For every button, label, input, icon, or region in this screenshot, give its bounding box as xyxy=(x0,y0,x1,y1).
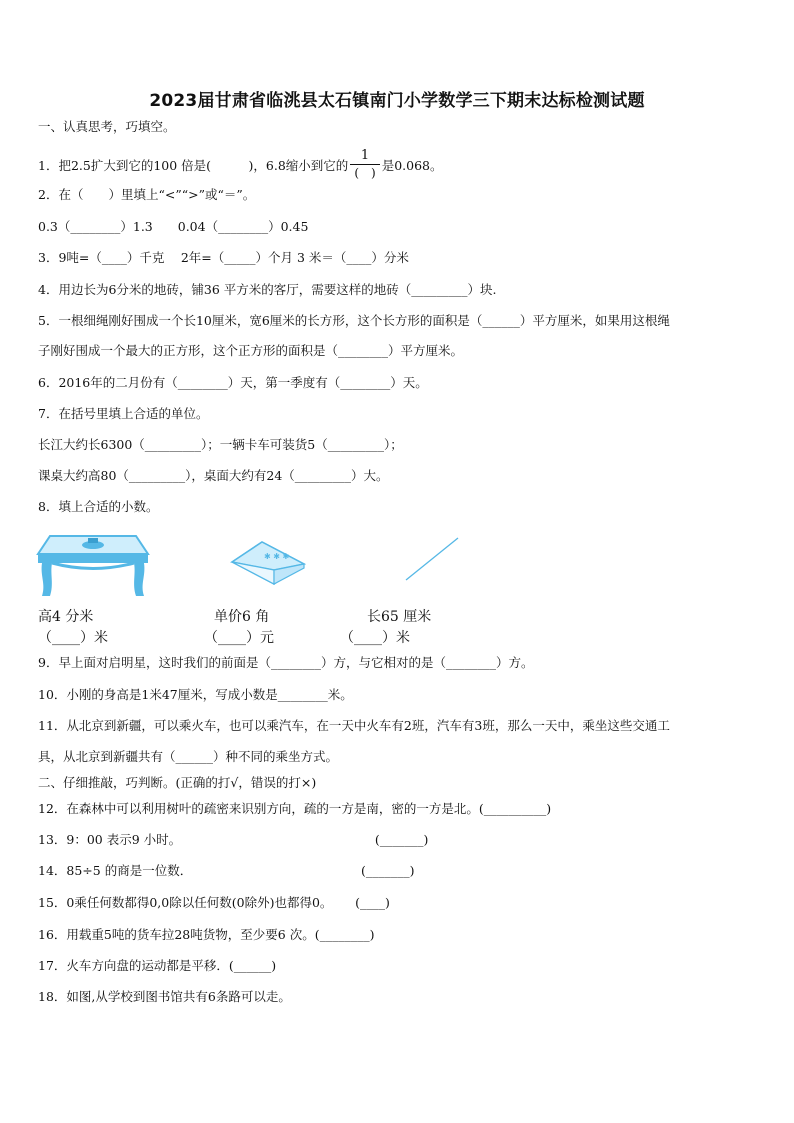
question-11-continued: 具，从北京到新疆共有（______）种不同的乘坐方式。 xyxy=(38,749,339,764)
svg-text:✱ ✱ ✱: ✱ ✱ ✱ xyxy=(264,552,290,561)
picture-3-caption: 长65 厘米 xyxy=(367,609,432,625)
fraction-denominator: ( ) xyxy=(354,166,376,180)
question-7-line-2: 课桌大约高80（_________），桌面大约有24（_________）大。 xyxy=(38,468,389,483)
question-4: 4．用边长为6分米的地砖，铺36 平方米的客厅，需要这样的地砖（_________）块. xyxy=(38,282,497,297)
page-title: 2023届甘肃省临洮县太石镇南门小学数学三下期末达标检测试题 xyxy=(149,91,645,111)
picture-3-answer: （____）米 xyxy=(340,630,410,646)
question-2-items: 0.3（________）1.3 0.04（________）0.45 xyxy=(38,219,309,234)
question-7: 7．在括号里填上合适的单位。 xyxy=(38,406,209,421)
line-segment-icon xyxy=(404,536,460,582)
question-9: 9．早上面对启明星，这时我们的前面是（________）方，与它相对的是（________）方。 xyxy=(38,655,534,670)
question-6: 6．2016年的二月份有（________）天，第一季度有（________）天。 xyxy=(38,375,428,390)
fraction-numerator: 1 xyxy=(350,148,379,165)
picture-2-caption: 单价6 角 xyxy=(214,609,270,625)
question-2: 2．在（ ）里填上“<”“>”或“＝”。 xyxy=(38,187,256,202)
question-14: 14．85÷5 的商是一位数． (_______) xyxy=(38,863,415,878)
picture-1-answer: （____）米 xyxy=(38,630,108,646)
question-1-tail: 是0.068。 xyxy=(381,158,443,173)
question-3: 3．9吨=（____）千克 2年=（_____）个月 3 米＝（____）分米 xyxy=(38,250,409,265)
picture-1-caption: 高4 分米 xyxy=(38,609,94,625)
question-18: 18．如图,从学校到图书馆共有6条路可以走。 xyxy=(38,989,291,1004)
question-15: 15．0乘任何数都得0,0除以任何数(0除外)也都得0。 (____) xyxy=(38,895,390,910)
question-11: 11．从北京到新疆，可以乘火车，也可以乘汽车，在一天中火车有2班，汽车有3班，那么一天中，乘坐这些交通工 xyxy=(38,718,670,733)
question-1-text: 1．把2.5扩大到它的100 倍是( )，6.8缩小到它的 xyxy=(38,158,349,173)
question-1 xyxy=(38,150,442,183)
question-8: 8．填上合适的小数。 xyxy=(38,499,159,514)
question-5: 5．一根细绳刚好围成一个长10厘米，宽6厘米的长方形，这个长方形的面积是（______）平方厘米，如果用这根绳 xyxy=(38,313,670,328)
section-heading-fill-blank: 一、认真思考，巧填空。 xyxy=(38,119,176,134)
question-7-line-1: 长江大约长6300（_________）；一辆卡车可装货5（_________）； xyxy=(38,437,403,452)
question-13: 13．9：00 表示9 小时。 (_______) xyxy=(38,832,429,847)
eraser-icon xyxy=(230,540,306,586)
table-icon xyxy=(36,532,150,600)
question-5-continued: 子刚好围成一个最大的正方形，这个正方形的面积是（________）平方厘米。 xyxy=(38,343,464,358)
question-1-fraction xyxy=(350,148,379,181)
question-16: 16．用载重5吨的货车拉28吨货物，至少要6 次。(________) xyxy=(38,927,375,942)
question-17: 17．火车方向盘的运动都是平移．(______) xyxy=(38,958,277,973)
question-10: 10．小刚的身高是1米47厘米，写成小数是________米。 xyxy=(38,687,353,702)
question-12: 12．在森林中可以利用树叶的疏密来识别方向，疏的一方是南，密的一方是北。(__________) xyxy=(38,801,552,816)
section-heading-judge: 二、仔细推敲，巧判断。(正确的打√，错误的打×) xyxy=(38,775,317,790)
picture-2-answer: （____）元 xyxy=(204,630,274,646)
